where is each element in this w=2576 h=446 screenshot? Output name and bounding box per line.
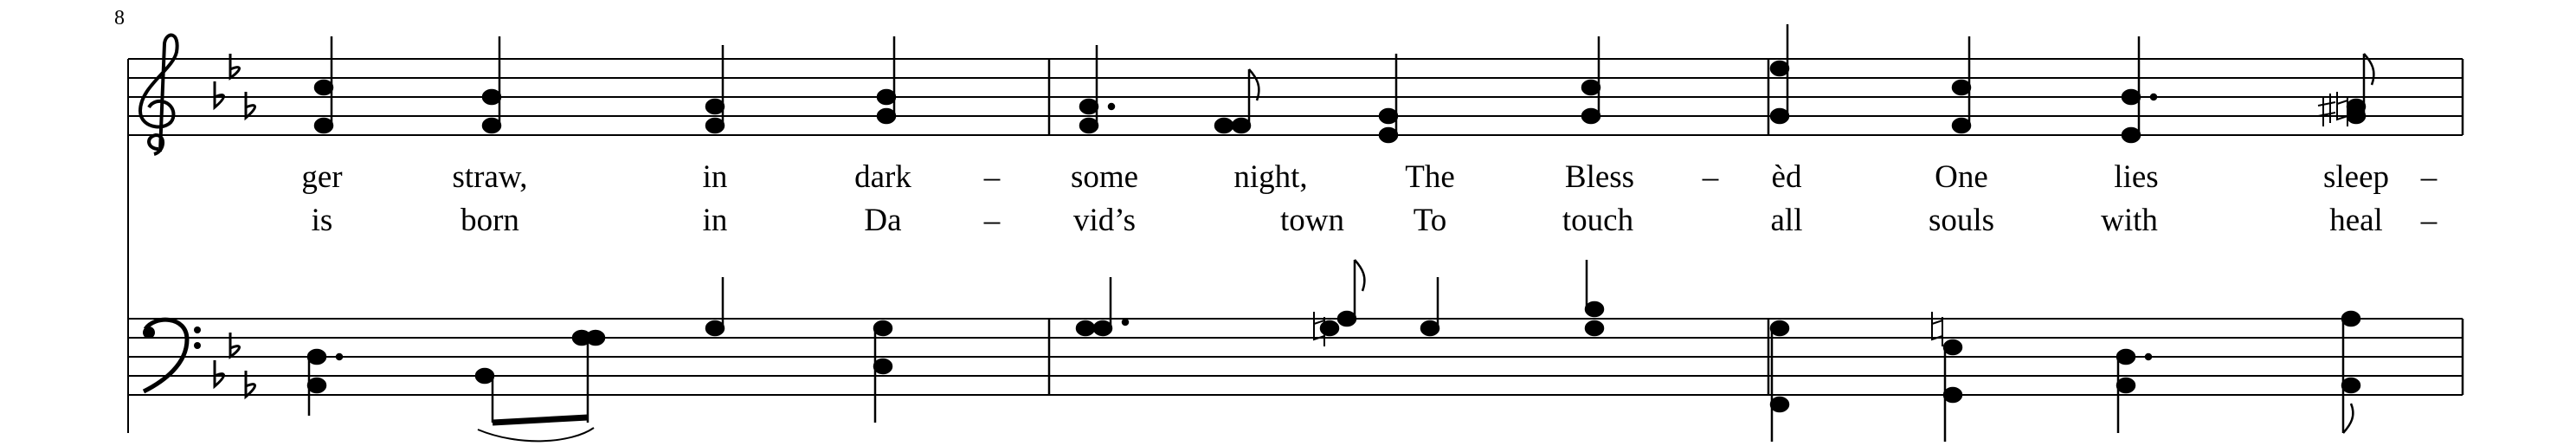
lyric-syllable: touch (1562, 203, 1634, 238)
lyric-hyphen: – (983, 159, 1001, 195)
lyric-syllable: lies (2114, 159, 2159, 195)
lyric-syllable: sleep (2322, 159, 2390, 195)
lyric-syllable: in (702, 159, 728, 195)
lyric-hyphen: – (2420, 159, 2438, 195)
lyric-syllable: born (460, 203, 519, 238)
lyric-syllable: straw, (452, 159, 528, 195)
lyrics-verse-2 (312, 203, 2438, 238)
lyric-syllable: èd (1771, 159, 1802, 195)
key-signature-flats (215, 54, 255, 397)
lyric-syllable: night, (1233, 159, 1308, 195)
treble-staff (128, 59, 2463, 135)
measure-number: 8 (114, 7, 125, 29)
lyric-syllable: Da (864, 203, 902, 238)
bass-notes (308, 260, 2360, 442)
lyric-syllable: One (1935, 159, 1988, 195)
lyric-syllable: in (702, 203, 728, 238)
lyric-hyphen: – (983, 203, 1001, 238)
lyric-syllable: town (1280, 203, 1344, 238)
barlines (1049, 59, 2463, 395)
lyric-syllable: Bless (1564, 159, 1635, 195)
lyric-hyphen: – (1702, 159, 1719, 195)
lyric-syllable: The (1405, 159, 1455, 195)
treble-clef-icon (140, 36, 177, 154)
lyric-hyphen: – (2420, 203, 2438, 238)
lyric-syllable: dark (854, 159, 911, 195)
lyric-syllable: To (1413, 203, 1447, 238)
bass-staff (128, 319, 2463, 395)
lyric-syllable: ger (301, 159, 343, 195)
lyrics-verse-1 (301, 159, 2437, 195)
lyric-syllable: souls (1928, 203, 1995, 238)
lyric-syllable: vid’s (1073, 203, 1136, 238)
lyric-syllable: heal (2329, 203, 2383, 238)
lyric-syllable: all (1770, 203, 1803, 238)
accidentals (1314, 92, 2347, 346)
lyric-syllable: some (1070, 159, 1139, 195)
treble-notes (315, 24, 2373, 142)
lyric-syllable: is (311, 203, 333, 238)
lyric-syllable: with (2101, 203, 2158, 238)
bass-clef-icon (143, 320, 201, 391)
